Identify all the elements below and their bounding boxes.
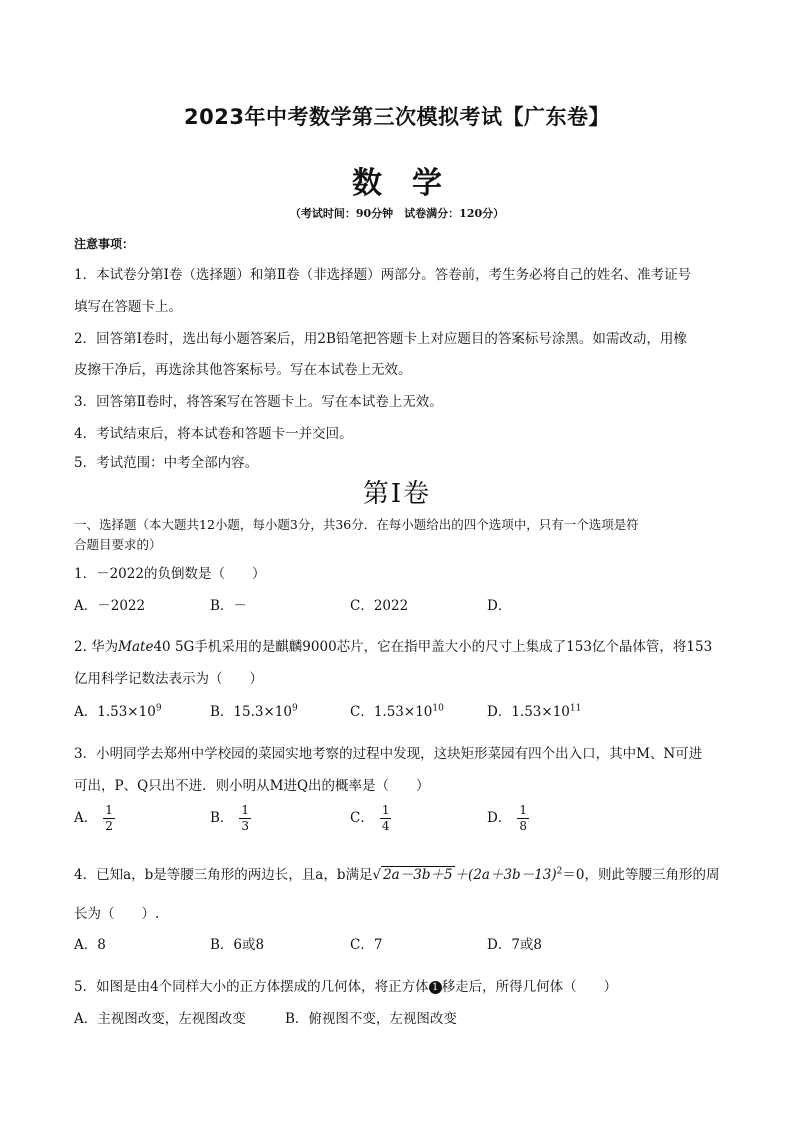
q4-mid-expr: ＋(2a＋3b－13) <box>454 867 557 883</box>
question-4-stem-line2: 长为（ ）. <box>74 906 160 922</box>
q2-model-name: Mate <box>118 639 154 655</box>
q3-d-fraction <box>517 803 529 834</box>
q3-c-label: C． <box>350 810 374 826</box>
q2-option-d <box>487 700 581 720</box>
q3-b-fraction <box>239 803 251 834</box>
q3-option-a <box>74 803 115 834</box>
q2-a-base: A．1.53×10 <box>74 704 156 720</box>
notice-item: 填写在答题卡上。 <box>74 299 182 315</box>
subject-title: 数学 <box>352 166 472 201</box>
q3-d-num: 1 <box>519 803 527 817</box>
question-4-stem <box>74 863 719 883</box>
q5-option-a: A．主视图改变，左视图改变 <box>74 1011 246 1027</box>
question-1-stem: 1．－2022的负倒数是（ ） <box>74 566 266 582</box>
q3-a-den: 2 <box>105 819 113 833</box>
notice-item: 3．回答第Ⅱ卷时，将答案写在答题卡上。写在本试卷上无效。 <box>74 394 443 410</box>
q5-stem-prefix: 5．如图是由4个同样大小的正方体摆成的几何体，将正方体 <box>74 979 429 995</box>
q5-stem-post: 移走后，所得几何体（ ） <box>441 979 618 995</box>
q4-stem-prefix: 4．已知a，b是等腰三角形的两边长，且a，b满足 <box>74 867 373 883</box>
q3-c-fraction <box>380 803 392 834</box>
q3-c-den: 4 <box>381 819 390 833</box>
q1-option-d: D． <box>487 598 512 614</box>
notice-item: 1．本试卷分第Ⅰ卷（选择题）和第Ⅱ卷（非选择题）两部分。答卷前，考生务必将自己的姓名、准考证号 <box>74 267 692 283</box>
q2-c-base: C．1.53×10 <box>350 704 433 720</box>
q3-c-num: 1 <box>381 803 390 817</box>
question-3-stem-line2: 可出，P、Q只出不进．则小明从M进Q出的概率是（ ） <box>74 778 430 794</box>
q2-option-a <box>74 700 162 720</box>
question-2-stem-line2: 亿用科学记数法表示为（ ） <box>74 671 263 687</box>
q4-exp: 2 <box>556 866 563 877</box>
q3-option-d <box>487 803 529 834</box>
q2-stem-text: 40 5G手机采用的是麒麟9000芯片，它在指甲盖大小的尺寸上集成了153亿个晶体管，将153 <box>153 639 713 655</box>
q3-b-label: B． <box>210 810 234 826</box>
exam-title: 2023年中考数学第三次模拟考试【广东卷】 <box>184 105 610 129</box>
q2-a-exp: 9 <box>155 703 162 714</box>
q4-option-a: A．8 <box>74 937 106 953</box>
q1-option-b: B．－ <box>210 598 247 614</box>
q3-a-num: 1 <box>105 803 113 817</box>
q4-stem-post: ＝0，则此等腰三角形的周 <box>562 867 720 883</box>
q2-b-base: B．15.3×10 <box>210 704 292 720</box>
q4-option-c: C．7 <box>350 937 383 953</box>
q3-option-b <box>210 803 251 834</box>
q4-sqrt-expr: 2a－3b＋5 <box>383 867 453 883</box>
q4-sqrt: √ 2a－3b＋5 <box>372 867 453 883</box>
q3-b-num: 1 <box>241 803 250 817</box>
question-5-stem <box>74 975 617 995</box>
section-intro: 一、选择题（本大题共12小题，每小题3分，共36分．在每小题给出的四个选项中，只有一个选项是符 <box>74 517 639 532</box>
notice-item: 皮擦干净后，再选涂其他答案标号。写在本试卷上无效。 <box>74 362 412 378</box>
circled-number-icon: 1 <box>429 981 442 994</box>
notice-item: 2．回答第Ⅰ卷时，选出每小题答案后，用2B铅笔把答题卡上对应题目的答案标号涂黑。如需改动，用橡 <box>74 331 687 347</box>
q4-option-b: B．6或8 <box>210 937 265 953</box>
notice-heading: 注意事项： <box>74 237 135 251</box>
q3-d-den: 8 <box>519 819 527 833</box>
q2-c-exp: 10 <box>432 703 444 714</box>
notice-item: 5．考试范围：中考全部内容。 <box>74 455 259 471</box>
section-title: 第Ⅰ卷 <box>362 479 432 509</box>
q5-option-b: B．俯视图不变，左视图改变 <box>285 1011 457 1027</box>
question-3-stem: 3．小明同学去郑州中学校园的菜园实地考察的过程中发现，这块矩形菜园有四个出入口，其中M、N可进 <box>74 746 703 762</box>
notice-item: 4．考试结束后，将本试卷和答题卡一并交回。 <box>74 426 353 442</box>
q2-option-b <box>210 700 298 720</box>
q3-a-fraction <box>103 803 115 834</box>
exam-info: （考试时间：90分钟 试卷满分：120分） <box>289 207 505 220</box>
q3-d-label: D． <box>487 810 512 826</box>
q4-option-d: D．7或8 <box>487 937 543 953</box>
q3-a-label: A． <box>74 810 98 826</box>
q1-option-a: A．－2022 <box>74 598 146 614</box>
q3-option-c <box>350 803 391 834</box>
question-2-stem <box>74 635 712 655</box>
q2-stem-prefix: 2. 华为 <box>74 639 119 655</box>
q2-b-exp: 9 <box>291 703 298 714</box>
section-intro: 合题目要求的） <box>74 537 162 552</box>
q3-b-den: 3 <box>241 819 250 833</box>
q2-d-base: D．1.53×10 <box>487 704 570 720</box>
q2-d-exp: 11 <box>569 703 582 714</box>
q2-option-c <box>350 700 444 720</box>
q1-option-c: C．2022 <box>350 598 409 614</box>
